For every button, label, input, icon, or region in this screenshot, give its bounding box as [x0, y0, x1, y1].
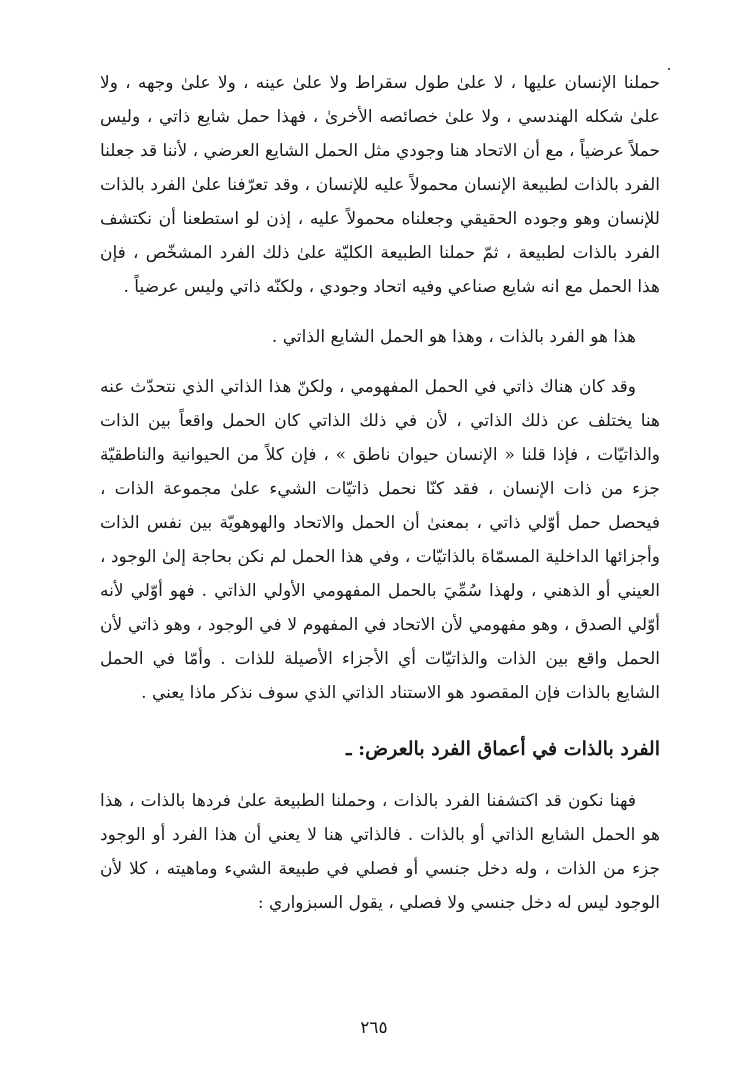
margin-mark	[668, 68, 670, 70]
paragraph-discovery: فهنا نكون قد اكتشفنا الفرد بالذات ، وحملنا الطبيعة علىٰ فردها بالذات ، هذا هو الحمل الشايع الذاتي أو بالذات . فالذاتي هنا لا يعني أن هذا الفرد أو الوجود جزء من الذات ، وله دخل جنسي أو فصلي في طبيعة الشيء وماهيته ، كلا لأن الوجود ليس له دخل جنسي ولا فصلي ، يقول السبزواري :	[100, 791, 660, 913]
paragraph-summary: هذا هو الفرد بالذات ، وهذا هو الحمل الشايع الذاتي .	[271, 327, 636, 347]
body-text	[100, 66, 660, 920]
paragraph-conceptual-predication: وقد كان هناك ذاتي في الحمل المفهومي ، ولكنّ هذا الذاتي الذي نتحدّث عنه هنا يختلف عن ذلك الذاتي ، لأن في ذلك الذاتي كان الحمل واقعاً بين الذات والذاتيّات ، فإذا قلنا « الإنسان حيوان ناطق » ، فإن كلاً من الحيوانية والناطقيّة جزء من ذات الإنسان ، فقد كنّا نحمل ذاتيّات الشيء علىٰ مجموعة الذات ، فيحصل حمل أوّلي ذاتي ، بمعنىٰ أن الحمل والاتحاد والهوهويّة بين نفس الذات وأجزائها الداخلية المسمّاة بالذاتيّات ، وفي هذا الحمل لم نكن بحاجة إلىٰ الوجود ، العيني أو الذهني ، ولهذا سُمِّيَ بالحمل المفهومي الأولي الذاتي . فهو أوّلي لأنه أوّلي الصدق ، وهو مفهومي لأن الاتحاد في المفهوم لا في الوجود ، وهو ذاتي لأن الحمل واقع بين الذات والذاتيّات أي الأجزاء الأصيلة للذات . وأمّا في الحمل الشايع بالذات فإن المقصود هو الاستناد الذاتي الذي سوف نذكر ماذا يعني .	[100, 377, 660, 703]
paragraph-continuation: حملنا الإنسان عليها ، لا علىٰ طول سقراط ولا علىٰ عينه ، ولا علىٰ وجهه ، ولا علىٰ شكله الهندسي ، ولا علىٰ خصائصه الأخرىٰ ، فهذا حمل شايع ذاتي ، وليس حملاً عرضياً ، مع أن الاتحاد هنا وجودي مثل الحمل الشايع العرضي ، لأننا قد جعلنا الفرد بالذات لطبيعة الإنسان محمولاً عليه للإنسان ، وقد تعرّفنا علىٰ الفرد بالذات للإنسان وهو وجوده الحقيقي وجعلناه محمولاً عليه ، إذن لو استطعنا أن نكتشف الفرد بالذات لطبيعة ، ثمّ حملنا الطبيعة الكليّة علىٰ ذلك الفرد المشخّص ، فإن هذا الحمل مع انه شايع صناعي وفيه اتحاد وجودي ، ولكنّه ذاتي وليس عرضياً .	[100, 73, 660, 297]
section-heading: الفرد بالذات في أعماق الفرد بالعرض: ـ	[345, 738, 660, 760]
page-number: ٢٦٥	[360, 1018, 388, 1038]
